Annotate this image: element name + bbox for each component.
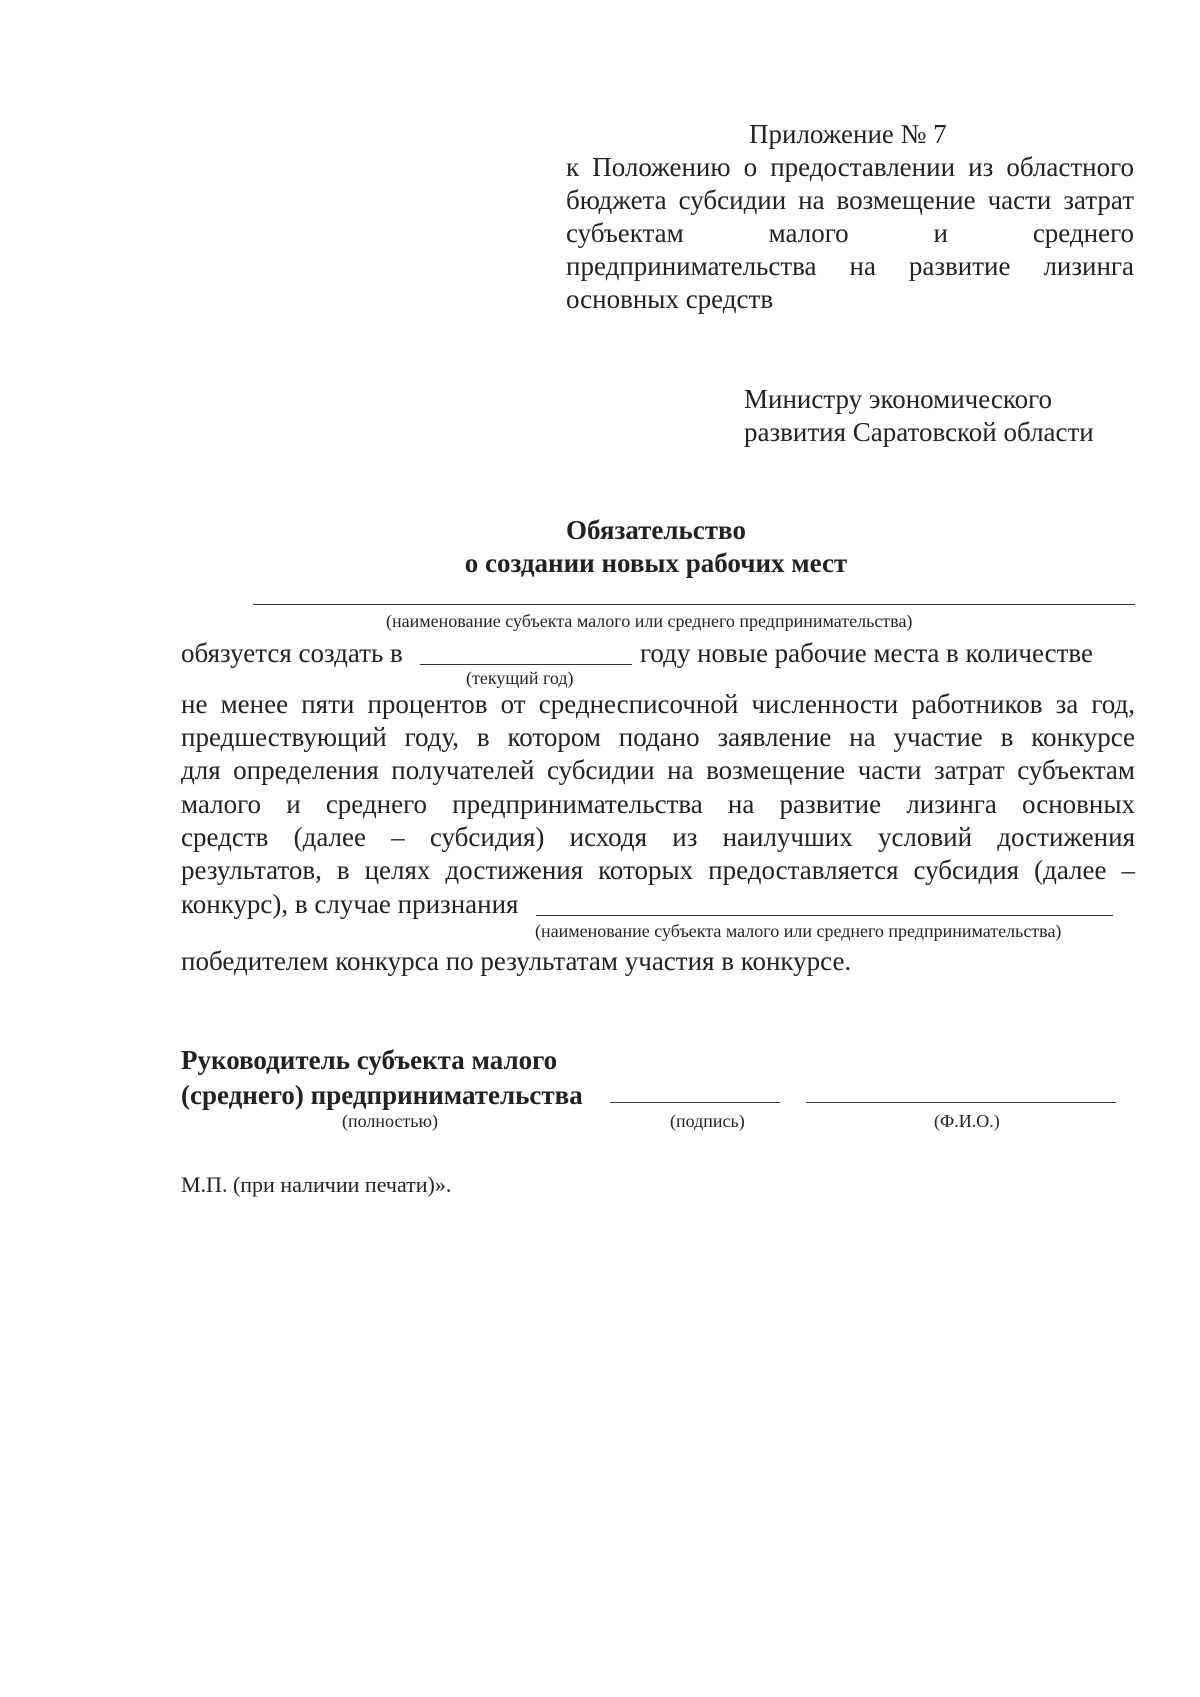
obligation-body — [181, 688, 1135, 887]
obligation-suffix: году новые рабочие места в количестве — [640, 638, 1093, 668]
caption-signature: (подпись) — [670, 1111, 745, 1131]
current-year-field[interactable] — [420, 664, 632, 665]
caption-full: (полностью) — [342, 1111, 438, 1131]
signer-line-2: (среднего) предпринимательства — [181, 1080, 583, 1110]
body-line: результатов, в целях достижения которых предоставляется субсидия (далее – — [181, 855, 1135, 886]
body-line: для определения получателей субсидии на возмещение части затрат субъектам — [181, 755, 1135, 786]
appendix-line: основных средств — [566, 284, 774, 314]
appendix-block — [566, 118, 1134, 316]
signer-line-1: Руководитель субъекта малого — [181, 1045, 558, 1075]
body-line: малого и среднего предпринимательства на развитие лизинга основных — [181, 788, 1135, 819]
appendix-title: Приложение № 7 — [749, 119, 947, 149]
appendix-reference — [566, 151, 1134, 316]
document-title — [0, 514, 1200, 580]
current-year-caption: (текущий год) — [466, 668, 574, 688]
body-line: не менее пяти процентов от среднесписочной численности работников за год, — [181, 689, 1135, 719]
subject-name-caption: (наименование субъекта малого или среднего предпринимательства) — [386, 611, 913, 631]
body-line: предшествующий году, в котором подано заявление на участие в конкурсе — [181, 722, 1135, 753]
recognition-text: конкурс), в случае признания — [181, 889, 519, 919]
body-line: средств (далее – субсидия) исходя из наилучших условий достижения — [181, 821, 1135, 852]
addressee — [744, 383, 1144, 449]
addressee-line: развития Саратовской области — [744, 417, 1094, 447]
caption-name: (Ф.И.О.) — [934, 1111, 1000, 1131]
appendix-line: предпринимательства на развитие лизинга — [566, 251, 1134, 281]
appendix-line: бюджета субсидии на возмещение части — [566, 185, 1052, 215]
winner-name-field[interactable] — [536, 915, 1113, 916]
subject-name-field[interactable] — [253, 604, 1135, 605]
obligation-prefix: обязуется создать в — [181, 638, 403, 668]
signer-title — [181, 1043, 583, 1113]
addressee-line: Министру экономического — [744, 384, 1053, 414]
appendix-line: затрат субъектам малого и среднего — [566, 185, 1134, 248]
full-name-field[interactable] — [806, 1102, 1116, 1103]
title-line-1: Обязательство — [566, 515, 746, 545]
title-line-2: о создании новых рабочих мест — [464, 548, 848, 578]
winner-line: победителем конкурса по результатам участия в конкурсе. — [181, 946, 852, 976]
signature-field[interactable] — [610, 1102, 780, 1103]
winner-name-caption: (наименование субъекта малого или среднего предпринимательства) — [535, 921, 1062, 941]
appendix-line: к Положению о предоставлении из областного — [566, 152, 1134, 182]
stamp-note: М.П. (при наличии печати)». — [181, 1172, 452, 1197]
